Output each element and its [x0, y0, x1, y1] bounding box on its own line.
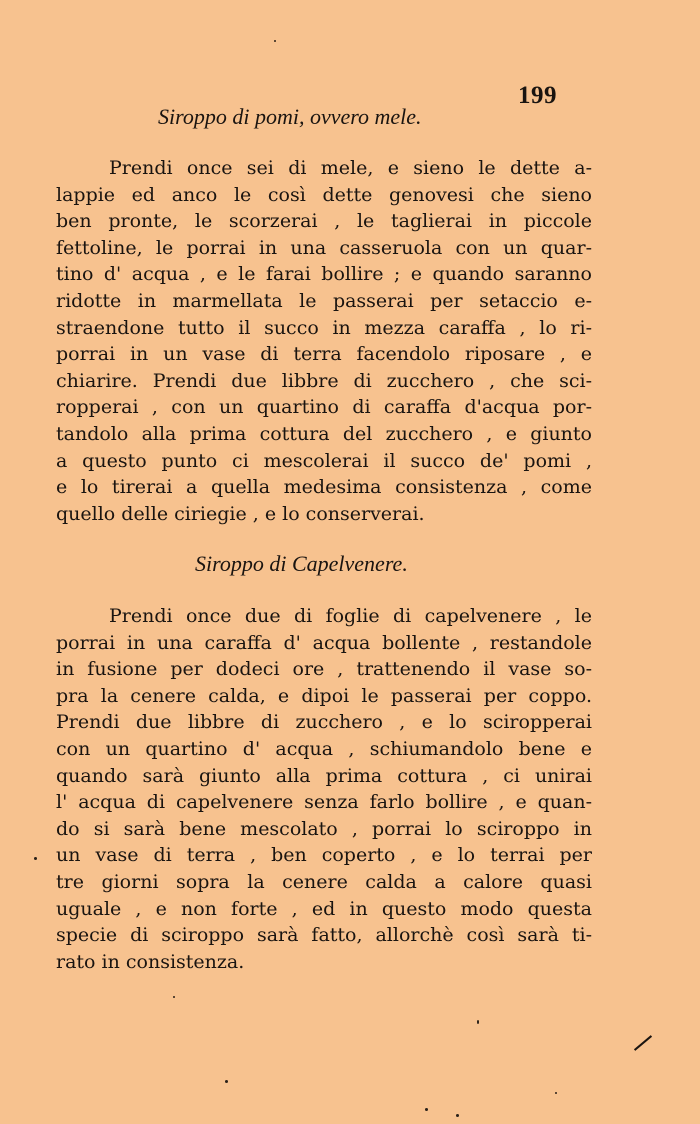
page-number: 199 — [518, 82, 557, 109]
paragraph-line: tandolo alla prima cottura del zucchero , e giunto — [56, 422, 592, 445]
paragraph-line: in fusione per dodeci ore , trattenendo il vase so- — [56, 658, 592, 681]
section-paragraph-siroppo-di-pomi — [56, 155, 592, 527]
paragraph-line: quando sarà giunto alla prima cottura , ci unirai — [56, 764, 592, 787]
paragraph-line: porrai in una caraffa d' acqua bollente , restandole — [56, 631, 592, 654]
paragraph-line: rato in consistenza. — [56, 950, 245, 973]
paragraph-line: do si sarà bene mescolato , porrai lo sciroppo in — [56, 817, 592, 840]
paragraph-line: quello delle ciriegie , e lo conserverai. — [56, 502, 425, 525]
paper-speck — [225, 1080, 228, 1083]
paragraph-line: tre giorni sopra la cenere calda a calore quasi — [56, 870, 592, 893]
paper-speck — [34, 857, 37, 860]
paragraph-line: fettoline, le porrai in una casseruola con un quar- — [56, 236, 592, 259]
paragraph-line: con un quartino d' acqua , schiumandolo bene e — [56, 737, 592, 760]
section-paragraph-siroppo-di-capelvenere — [56, 603, 592, 975]
section-heading-siroppo-di-capelvenere: Siroppo di Capelvenere. — [195, 551, 408, 576]
paragraph-line: ben pronte, le scorzerai , le taglierai in piccole — [56, 210, 592, 233]
ink-mark — [634, 1035, 652, 1051]
paper-speck — [477, 1020, 479, 1024]
paragraph-line: uguale , e non forte , ed in questo modo questa — [56, 897, 592, 920]
paragraph-line: ropperai , con un quartino di caraffa d'acqua por- — [56, 396, 592, 419]
section-heading-siroppo-di-pomi: Siroppo di pomi, ovvero mele. — [158, 104, 422, 129]
paragraph-line: specie di sciroppo sarà fatto, allorchè così sarà ti- — [56, 924, 592, 947]
paper-speck — [173, 996, 175, 998]
paper-speck — [555, 1092, 557, 1094]
paragraph-line: straendone tutto il succo in mezza caraffa , lo ri- — [56, 316, 592, 339]
paragraph-line: Prendi due libbre di zucchero , e lo sciropperai — [56, 711, 592, 734]
paragraph-line: tino d' acqua , e le farai bollire ; e quando saranno — [56, 263, 592, 286]
paragraph-line: Prendi once due di foglie di capelvenere , le — [109, 605, 592, 627]
paragraph-line: un vase di terra , ben coperto , e lo terrai per — [56, 844, 592, 867]
paragraph-line: Prendi once sei di mele, e sieno le dette a- — [109, 157, 592, 179]
paragraph-line: l' acqua di capelvenere senza farlo bollire , e quan- — [56, 791, 592, 814]
paragraph-line: porrai in un vase di terra facendolo riposare , e — [56, 343, 592, 366]
paragraph-line: pra la cenere calda, e dipoi le passerai per coppo. — [56, 684, 592, 707]
paragraph-line: lappie ed anco le così dette genovesi che sieno — [56, 183, 592, 206]
paragraph-line: a questo punto ci mescolerai il succo de' pomi , — [56, 449, 592, 472]
paragraph-line: ridotte in marmellata le passerai per setaccio e- — [56, 289, 592, 312]
paper-speck — [425, 1108, 428, 1111]
paper-speck — [456, 1114, 459, 1117]
paper-speck — [274, 40, 276, 42]
paragraph-line: chiarire. Prendi due libbre di zucchero , che sci- — [56, 369, 592, 392]
paragraph-line: e lo tirerai a quella medesima consistenza , come — [56, 476, 592, 499]
